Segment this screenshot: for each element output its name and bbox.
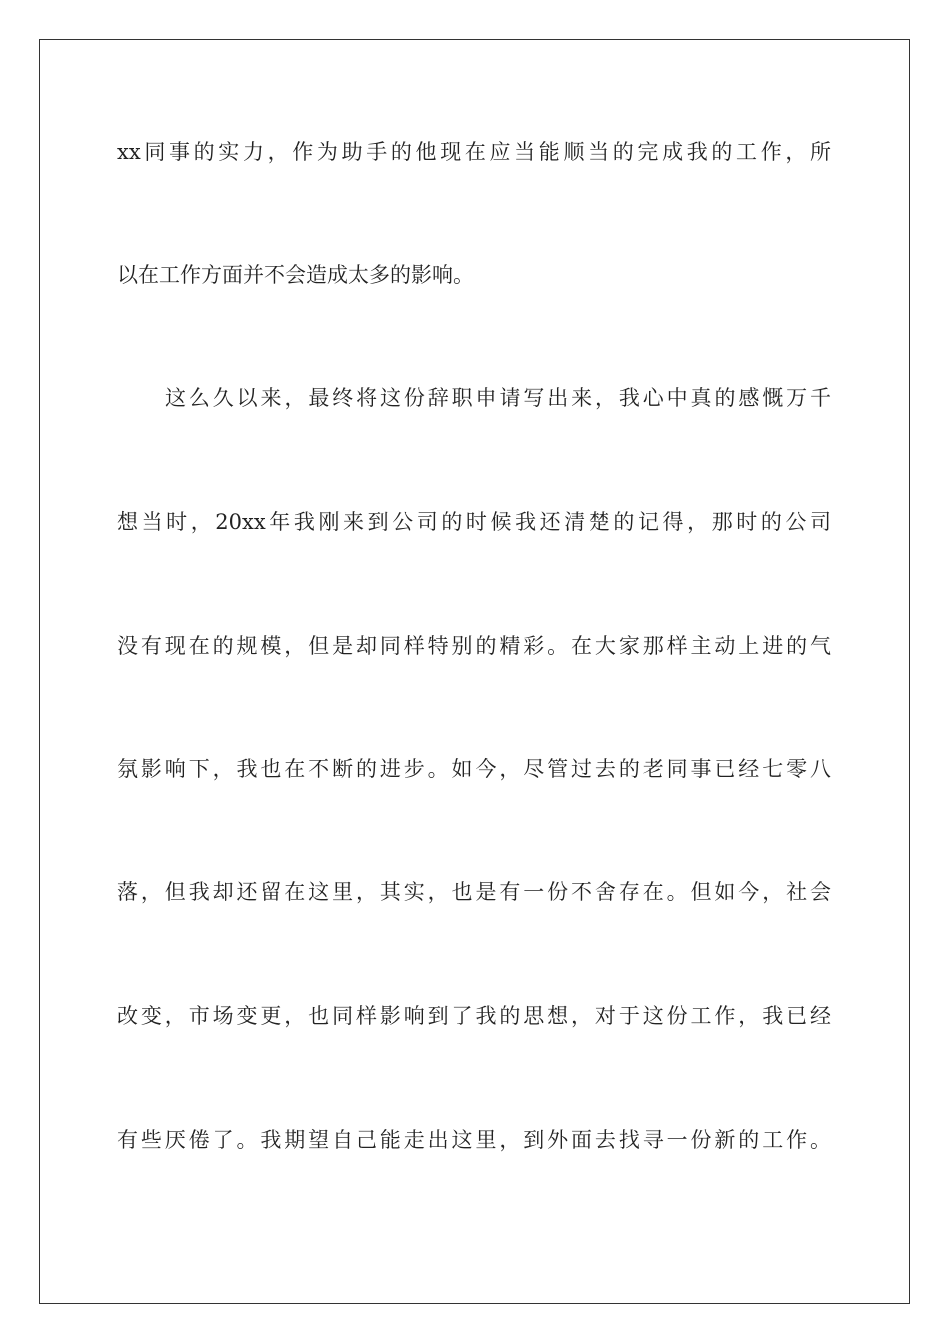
paragraph-line-9: 有些厌倦了。我期望自己能走出这里，到外面去找寻一份新的工作。 — [117, 1128, 831, 1152]
paragraph-line-5: 没有现在的规模，但是却同样特别的精彩。在大家那样主动上进的气 — [117, 634, 831, 658]
paragraph-line-8: 改变，市场变更，也同样影响到了我的思想，对于这份工作，我已经 — [117, 1004, 831, 1028]
paragraph-line-2: 以在工作方面并不会造成太多的影响。 — [117, 263, 474, 287]
paragraph-line-7: 落，但我却还留在这里，其实，也是有一份不舍存在。但如今，社会 — [117, 880, 831, 904]
paragraph-line-6: 氛影响下，我也在不断的进步。如今，尽管过去的老同事已经七零八 — [117, 757, 831, 781]
paragraph-line-3: 这么久以来，最终将这份辞职申请写出来，我心中真的感慨万千 — [165, 386, 831, 410]
paragraph-line-4: 想当时，20xx年我刚来到公司的时候我还清楚的记得，那时的公司 — [117, 510, 831, 534]
page-border — [39, 39, 910, 1304]
paragraph-line-1: xx同事的实力，作为助手的他现在应当能顺当的完成我的工作，所 — [117, 140, 831, 164]
